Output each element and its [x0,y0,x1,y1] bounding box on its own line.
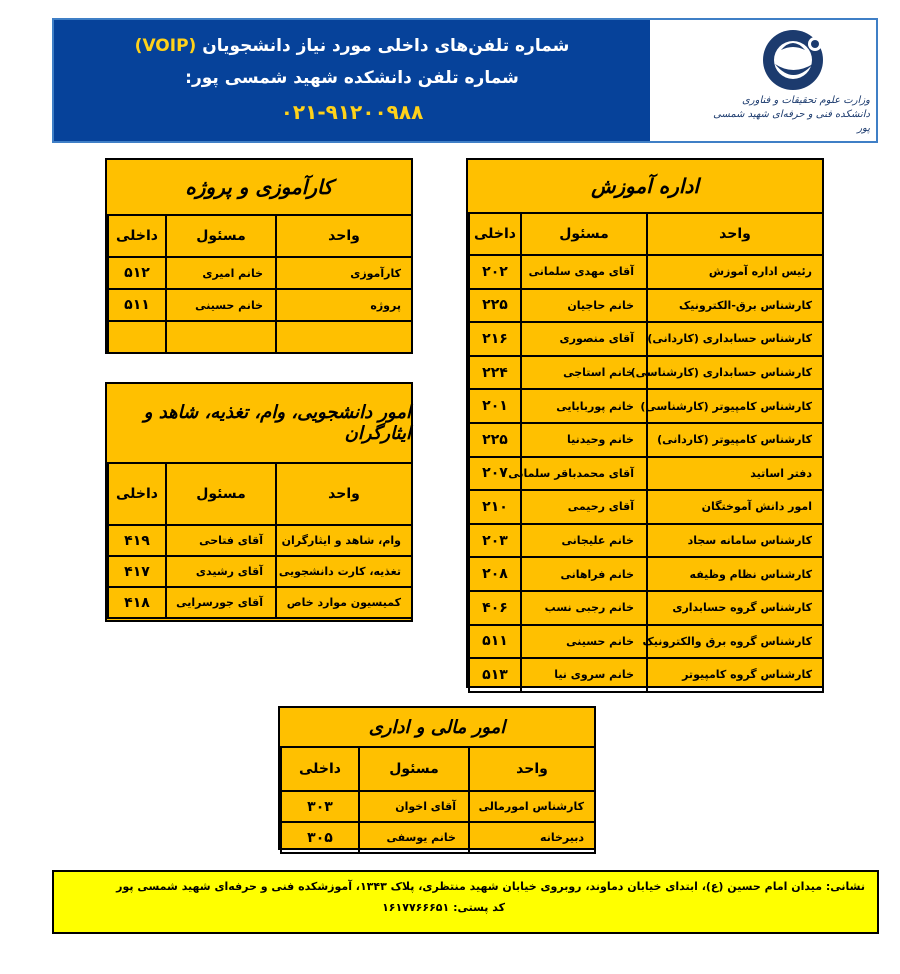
column-responsible: مسئول [166,463,276,525]
extension-cell: ۵۱۲ [108,257,166,289]
extension-cell: ۵۱۳ [469,658,521,692]
extension-cell: ۲۰۷ [469,457,521,491]
column-responsible: مسئول [521,213,647,255]
extension-cell: ۳۰۵ [281,822,359,853]
table-row [469,356,823,390]
education-table [468,212,824,693]
unit-cell: کارشناس برق-الکترونیک [647,289,823,323]
table-row [108,556,412,587]
extension-cell: ۴۱۹ [108,525,166,556]
responsible-cell: آقای جورسرایی [166,587,276,618]
responsible-cell: خانم حسینی [166,289,276,321]
responsible-cell: آقای مهدی سلمانی [521,255,647,289]
unit-cell: کارشناس حسابداری (کاردانی) [647,322,823,356]
extension-cell: ۴۱۷ [108,556,166,587]
internship-table [107,214,413,354]
column-unit: واحد [469,747,595,791]
table-row [469,658,823,692]
table-row [469,423,823,457]
unit-cell: کمیسیون موارد خاص [276,587,412,618]
responsible-cell: خانم حسینی [521,625,647,659]
responsible-cell: آقای منصوری [521,322,647,356]
column-responsible: مسئول [166,215,276,257]
extension-cell: ۵۱۱ [108,289,166,321]
responsible-cell: خانم رجبی نسب [521,591,647,625]
table-row [469,322,823,356]
responsible-cell: خانم یوسفی [359,822,469,853]
table-row [108,289,412,321]
responsible-cell: خانم امیری [166,257,276,289]
finance-title: امور مالی و اداری [280,708,594,748]
logo-caption-college: دانشکده فنی و حرفه‌ای شهید شمسی پور [713,109,870,134]
internship-title: کارآموزی و پروژه [107,160,411,216]
ministry-logo-icon [709,20,876,98]
table-row [108,587,412,618]
column-unit: واحد [276,215,412,257]
unit-cell: کارآموزی [276,257,412,289]
table-row [281,791,595,822]
address-box [52,870,879,934]
extension-cell: ۲۰۱ [469,389,521,423]
unit-cell: وام، شاهد و ایثارگران [276,525,412,556]
finance-table [280,746,596,854]
column-unit: واحد [276,463,412,525]
responsible-cell: خانم پوربابایی [521,389,647,423]
unit-cell: امور دانش آموختگان [647,490,823,524]
unit-cell [276,321,412,353]
responsible-cell: خانم حاجیان [521,289,647,323]
table-row [281,822,595,853]
table-header-row [108,463,412,525]
responsible-cell: خانم وحیدنیا [521,423,647,457]
column-responsible: مسئول [359,747,469,791]
header-banner [52,18,878,143]
table-header-row [281,747,595,791]
unit-cell: کارشناس گروه برق والکترونیک [647,625,823,659]
education-title: اداره آموزش [468,160,822,214]
extension-cell: ۲۱۶ [469,322,521,356]
extension-cell: ۲۲۵ [469,289,521,323]
table-row [469,457,823,491]
unit-cell: کارشناس امورمالی [469,791,595,822]
header-title-block [54,20,650,141]
extension-cell: ۴۱۸ [108,587,166,618]
internship-panel [105,158,413,354]
unit-cell: رئیس اداره آموزش [647,255,823,289]
unit-cell: کارشناس کامپیوتر (کارشناسی) [647,389,823,423]
table-row [469,289,823,323]
responsible-cell: آقای رحیمی [521,490,647,524]
table-row [469,524,823,558]
unit-cell: دبیرخانه [469,822,595,853]
extension-cell: ۵۱۱ [469,625,521,659]
extension-cell: ۴۰۶ [469,591,521,625]
address-text: نشانی: میدان امام حسین (ع)، ابتدای خیابان دماوند، روبروی خیابان شهید منتظری، پلاک ۱۳۴۳، آموزشکده فنی و حرفه‌ای شهید شمسی پور [116,880,865,893]
unit-cell: تغذیه، کارت دانشجویی [276,556,412,587]
unit-cell: کارشناس گروه کامپیوتر [647,658,823,692]
column-unit: واحد [647,213,823,255]
responsible-cell: آقای اخوان [359,791,469,822]
ministry-logo [709,20,876,141]
student-affairs-panel [105,382,413,622]
extension-cell: ۲۰۳ [469,524,521,558]
finance-panel [278,706,596,850]
unit-cell: کارشناس نظام وظیفه [647,557,823,591]
table-row [469,557,823,591]
student-affairs-table [107,462,413,619]
logo-caption-ministry: وزارت علوم تحقیقات و فناوری [741,95,870,106]
column-extension: داخلی [469,213,521,255]
responsible-cell [166,321,276,353]
extension-cell: ۲۱۰ [469,490,521,524]
extension-cell: ۲۰۲ [469,255,521,289]
unit-cell: کارشناس سامانه سجاد [647,524,823,558]
unit-cell: دفتر اساتید [647,457,823,491]
unit-cell: کارشناس کامپیوتر (کاردانی) [647,423,823,457]
column-extension: داخلی [108,215,166,257]
header-phone: ۰۲۱-۹۱۲۰۰۹۸۸ [280,100,424,124]
responsible-cell: خانم استاجی [521,356,647,390]
table-row [469,591,823,625]
table-row [469,389,823,423]
extension-cell: ۲۰۸ [469,557,521,591]
unit-cell: پروژه [276,289,412,321]
table-row [108,257,412,289]
responsible-cell: خانم علیجانی [521,524,647,558]
extension-cell: ۳۰۳ [281,791,359,822]
responsible-cell: آقای رشیدی [166,556,276,587]
postal-code: کد پستی: ۱۶۱۷۷۶۶۶۵۱ [382,901,505,914]
responsible-cell: آقای فتاحی [166,525,276,556]
column-extension: داخلی [281,747,359,791]
table-row [469,255,823,289]
header-title-text: شماره تلفن‌های داخلی مورد نیاز دانشجویان [202,36,570,56]
education-panel [466,158,824,688]
extension-cell: ۲۲۵ [469,423,521,457]
extension-cell [108,321,166,353]
column-extension: داخلی [108,463,166,525]
table-row [108,525,412,556]
table-row [469,625,823,659]
responsible-cell: خانم فراهانی [521,557,647,591]
responsible-cell: خانم سروی نیا [521,658,647,692]
unit-cell: کارشناس حسابداری (کارشناسی) [647,356,823,390]
table-header-row [108,215,412,257]
header-subtitle: شماره تلفن دانشکده شهید شمسی پور: [185,68,519,88]
header-title [54,36,650,56]
table-row [469,490,823,524]
unit-cell: کارشناس گروه حسابداری [647,591,823,625]
extension-cell: ۲۲۴ [469,356,521,390]
voip-label: (VOIP) [134,36,197,56]
student-affairs-title: امور دانشجویی، وام، تغذیه، شاهد و ایثارگران [107,384,411,464]
table-row [108,321,412,353]
responsible-cell: آقای محمدباقر سلمانی [521,457,647,491]
table-header-row [469,213,823,255]
